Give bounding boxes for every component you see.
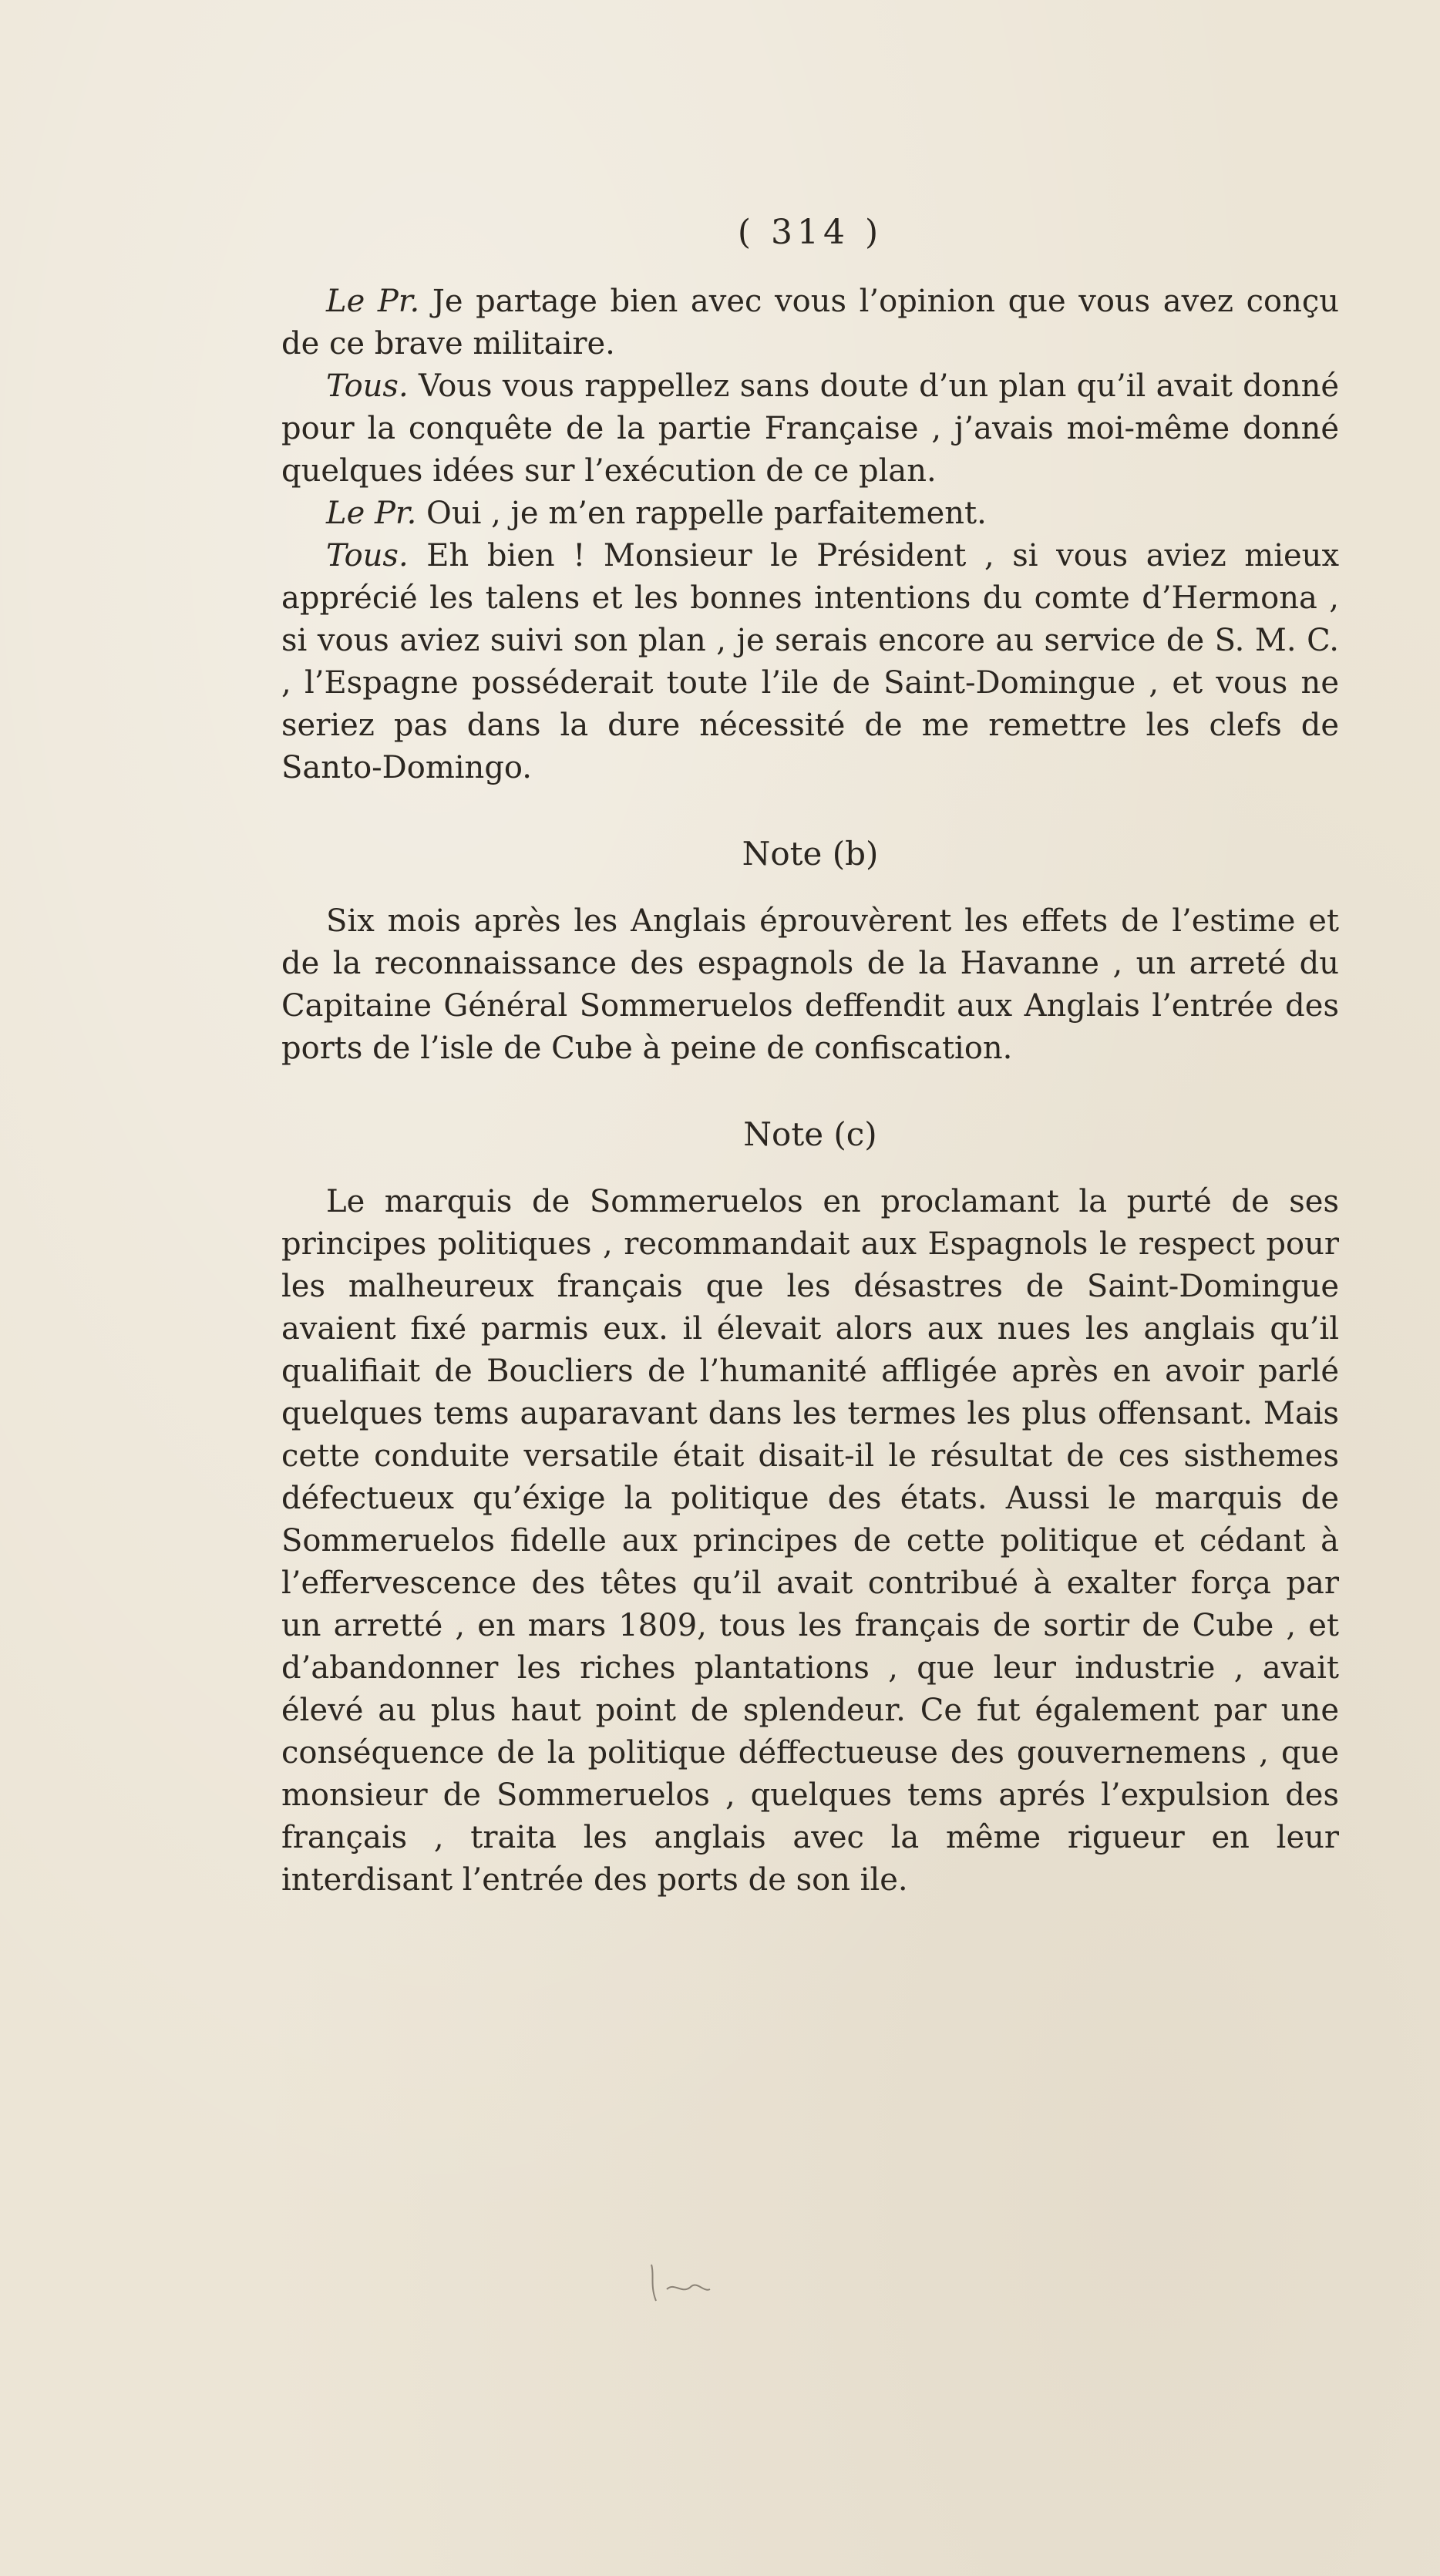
note-c-text: Le marquis de Sommeruelos en proclamant la purté de ses principes politiques , recommandait aux Espagnols le respect pour les malheureux français que les désastres de Saint-Domingue avaient fixé parmis eux. il élevait alors aux nues les anglais qu’il qualifiait de Boucliers de l’humanité affligée après en avoir parlé quelques tems auparavant dans les termes les plus offensant. Mais cette conduite versatile était disait-il le résultat de ces sisthemes défectueux qu’éxige la politique des états. Aussi le marquis de Sommeruelos fidelle aux principes de cette politique et cédant à l’effervescence des têtes qu’il avait contribué à exalter força par un arretté , en mars 1809, tous les français de sortir de Cube , et d’abandonner les riches plantations , que leur industrie , avait élevé au plus haut point de splendeur. Ce fut également par une conséquence de la politique déffectueuse des gouvernemens , que monsieur de Sommeruelos , quelques tems aprés l’expulsion des français , traita les anglais avec la même rigueur en leur interdisant l’entrée des ports de son ile. — [281, 1184, 1339, 1898]
note-b-heading: Note (b) — [742, 835, 879, 873]
speech-text: Vous vous rappellez sans doute d’un plan qu’il avait donné pour la conquête de la partie Française , j’avais moi-même donné quelques idées sur l’exécution de ce plan. — [281, 368, 1340, 489]
dialogue-line-3 — [281, 493, 1339, 535]
note-c-heading: Note (c) — [743, 1115, 877, 1153]
speech-text: Je partage bien avec vous l’opinion que vous avez conçu de ce brave militaire. — [281, 284, 1340, 362]
note-b-text: Six mois après les Anglais éprouvèrent les effets de l’estime et de la reconnaissance des espagnols de la Havanne , un arreté du Capitaine Général Sommeruelos deffendit aux Anglais l’entrée des ports de l’isle de Cube à peine de confiscation. — [281, 903, 1339, 1066]
speaker-name: Tous. — [326, 538, 409, 573]
page-number: ( 314 ) — [737, 213, 883, 252]
dialogue-line-4 — [281, 535, 1339, 789]
speaker-name: Tous. — [326, 368, 409, 404]
page-text — [281, 208, 1339, 1902]
dialogue-line-2 — [281, 365, 1339, 493]
speech-text: Eh bien ! Monsieur le Président , si vous aviez mieux apprécié les talens et les bonnes intentions du comte d’Hermona , si vous aviez suivi son plan , je serais encore au service de S. M. C. , l’Espagne posséderait toute l’ile de Saint-Domingue , et vous ne seriez pas dans la dure nécessité de me remettre les clefs de Santo-Domingo. — [281, 538, 1340, 785]
dialogue-line-1 — [281, 281, 1339, 365]
pen-flourish-mark — [644, 2258, 713, 2312]
speech-text: Oui , je m’en rappelle parfaitement. — [426, 496, 987, 531]
speaker-name: Le Pr. — [326, 496, 417, 531]
speaker-name: Le Pr. — [326, 284, 420, 319]
